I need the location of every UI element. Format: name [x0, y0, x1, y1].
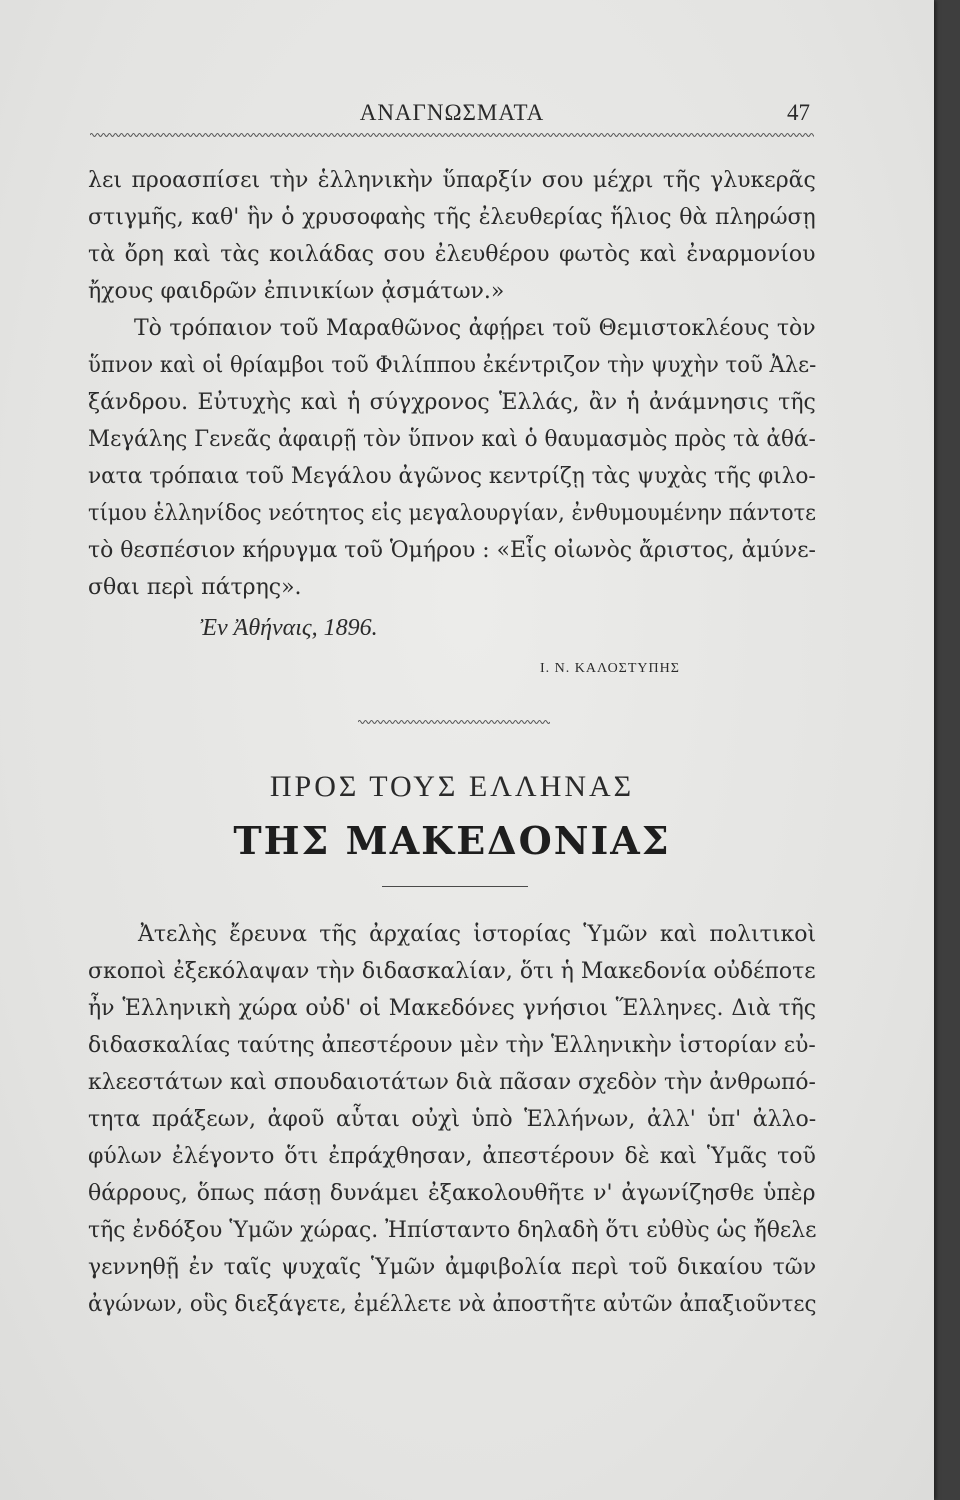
text-line: Τὸ τρόπαιον τοῦ Μαραθῶνος ἀφῄρει τοῦ Θεμιστοκλέους τὸν	[134, 316, 816, 341]
text-line: κλεεστάτων καὶ σπουδαιοτάτων διὰ πᾶσαν σχεδὸν τὴν ἀνθρωπό-	[88, 1070, 816, 1095]
text-line: τὸ θεσπέσιον κήρυγμα τοῦ Ὁμήρου : «Εἷς οἰωνὸς ἄριστος, ἀμύνε-	[88, 538, 816, 563]
place-date: Ἐν Ἀθήναις, 1896.	[200, 615, 378, 641]
author-signature: Ι. Ν. ΚΑΛΟΣΤΥΠΗΣ	[540, 661, 680, 676]
paragraph-3	[88, 922, 816, 1342]
paragraph-2	[88, 316, 816, 606]
text-line: τίμου ἑλληνίδος νεότητος εἰς μεγαλουργίαν, ἐνθυμουμένην πάντοτε	[88, 501, 817, 526]
article-title-line-2: ΤΗΣ ΜΑΚΕΔΟΝΙΑΣ	[233, 818, 671, 863]
title-rule	[382, 886, 528, 887]
text-line: Μεγάλης Γενεᾶς ἀφαιρῇ τὸν ὕπνον καὶ ὁ θαυμασμὸς πρὸς τὰ ἀθά-	[88, 427, 816, 452]
text-line: τητα πράξεων, ἀφοῦ αὗται οὐχὶ ὑπὸ Ἑλλήνων, ἀλλ' ὑπ' ἀλλο-	[88, 1107, 817, 1132]
text-line: σθαι περὶ πάτρης».	[88, 575, 302, 600]
text-line: ἦν Ἑλληνικὴ χώρα οὐδ' οἱ Μακεδόνες γνήσιοι Ἕλληνες. Διὰ τῆς	[88, 996, 817, 1021]
section-wavy-rule	[358, 718, 550, 726]
page-header	[90, 100, 814, 130]
text-line: θάρρους, ὅπως πάσῃ δυνάμει ἐξακολουθῆτε ν' ἀγωνίζησθε ὑπὲρ	[88, 1181, 816, 1206]
page-number: 47	[787, 100, 810, 125]
text-line: στιγμῆς, καθ' ἣν ὁ χρυσοφαὴς τῆς ἐλευθερίας ἥλιος θὰ πληρώσῃ	[88, 205, 816, 230]
text-line: σκοποὶ ἐξεκόλαψαν τὴν διδασκαλίαν, ὅτι ἡ Μακεδονία οὐδέποτε	[88, 959, 816, 984]
text-line: διδασκαλίας ταύτης ἀπεστέρουν μὲν τὴν Ἑλληνικὴν ἱστορίαν εὐ-	[88, 1033, 816, 1058]
text-line: φύλων ἐλέγοντο ὅτι ἐπράχθησαν, ἀπεστέρουν δὲ καὶ Ὑμᾶς τοῦ	[88, 1144, 816, 1169]
text-line: ξάνδρου. Εὐτυχὴς καὶ ἡ σύγχρονος Ἑλλάς, ἂν ἡ ἀνάμνησις τῆς	[88, 390, 816, 415]
text-line: ὕπνον καὶ οἱ θρίαμβοι τοῦ Φιλίππου ἐκέντριζον τὴν ψυχὴν τοῦ Ἀλε-	[88, 353, 817, 378]
text-line: ἀγώνων, οὓς διεξάγετε, ἐμέλλετε νὰ ἀποστῆτε αὐτῶν ἀπαξιοῦντες	[88, 1292, 817, 1317]
text-line: τῆς ἐνδόξου Ὑμῶν χώρας. Ἠπίσταντο δηλαδὴ ὅτι εὐθὺς ὡς ἤθελε	[88, 1218, 817, 1243]
text-line: τὰ ὄρη καὶ τὰς κοιλάδας σου ἐλευθέρου φωτὸς καὶ ἐναρμονίου	[88, 242, 816, 267]
text-line: ἤχους φαιδρῶν ἐπινικίων ᾀσμάτων.»	[88, 279, 505, 304]
running-head: ΑΝΑΓΝΩΣΜΑΤΑ	[359, 100, 545, 125]
paragraph-1	[88, 168, 816, 308]
article-title-line-1: ΠΡΟΣ ΤΟΥΣ ΕΛΛΗΝΑΣ	[269, 770, 635, 803]
text-line: Ἀτελὴς ἔρευνα τῆς ἀρχαίας ἱστορίας Ὑμῶν καὶ πολιτικοὶ	[138, 922, 817, 947]
text-line: γεννηθῇ ἐν ταῖς ψυχαῖς Ὑμῶν ἀμφιβολία περὶ τοῦ δικαίου τῶν	[88, 1255, 817, 1280]
text-line: λει προασπίσει τὴν ἑλληνικὴν ὕπαρξίν σου μέχρι τῆς γλυκερᾶς	[88, 168, 816, 193]
header-wavy-rule	[90, 131, 814, 139]
text-line: νατα τρόπαια τοῦ Μεγάλου ἀγῶνος κεντρίζῃ τὰς ψυχὰς τῆς φιλο-	[88, 464, 816, 489]
